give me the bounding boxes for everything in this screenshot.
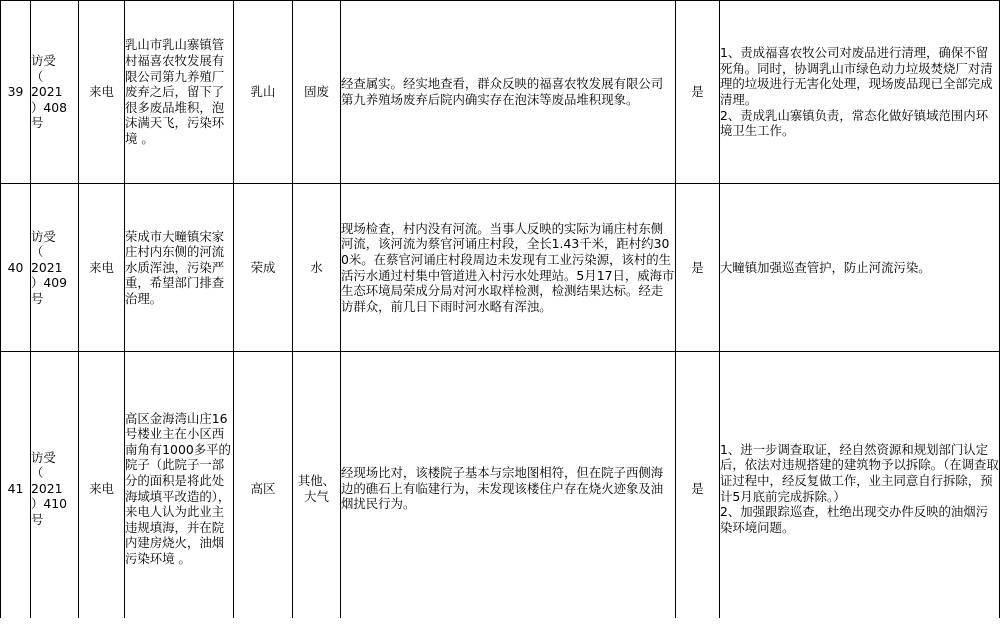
case-id-line: 访受: [31, 53, 56, 69]
case-id: [31, 1, 79, 184]
pollution-type: 其他、大气: [293, 352, 341, 626]
verified-flag: 是: [676, 352, 720, 626]
pollution-type: 固废: [293, 1, 341, 184]
case-id-line: ）408: [31, 99, 68, 115]
remediation-actions: [720, 184, 1000, 352]
investigation-findings: 经查属实。经实地查看，群众反映的福喜农牧发展有限公司第九养殖场废弃后院内确实存在泡沫等废品堆积现象。: [341, 1, 676, 184]
row-number: 41: [1, 352, 31, 626]
case-id-line: 号: [31, 115, 44, 131]
row-number: 39: [1, 1, 31, 184]
pollution-type: 水: [293, 184, 341, 352]
region: 荣成: [234, 184, 293, 352]
action-item: 1、责成福喜农牧公司对废品进行清理，确保不留死角。同时，协调乳山市绿色动力垃圾焚烧厂对清理的垃圾进行无害化处理，现场废品现已全部完成清理。: [720, 45, 993, 107]
case-id-line: 访受: [31, 449, 56, 465]
table-row: [1, 352, 1000, 626]
case-id-line: 2021: [31, 259, 63, 275]
verified-flag: 是: [676, 184, 720, 352]
viewport-edge: [0, 618, 1001, 626]
region: 高区: [234, 352, 293, 626]
remediation-actions: [720, 1, 1000, 184]
complaint-source: 来电: [79, 1, 125, 184]
case-id-line: 2021: [31, 84, 63, 100]
action-item: 大疃镇加强巡查管护，防止河流污染。: [720, 259, 931, 275]
complaint-description: 荣成市大疃镇宋家庄村内东侧的河流水质浑浊，污染严重，希望部门排查治理。: [125, 184, 234, 352]
case-id: [31, 184, 79, 352]
complaint-source: 来电: [79, 352, 125, 626]
case-id-line: 号: [31, 511, 44, 527]
case-id: [31, 352, 79, 626]
table-row: [1, 1, 1000, 184]
complaint-description: 乳山市乳山寨镇管村福喜农牧发展有限公司第九养殖厂废弃之后，留下了很多废品堆积，泡沫满天飞，污染环境 。: [125, 1, 234, 184]
case-id-line: ）409: [31, 275, 68, 291]
case-id-line: （: [31, 465, 44, 481]
verified-flag: 是: [676, 1, 720, 184]
complaint-description: 高区金海湾山庄16号楼业主在小区西南角有1000多平的院子（此院子一部分的面积是将此处海域填平改造的），来电人认为此业主违规填海，并在院内建房烧火，油烟污染环境 。: [125, 352, 234, 626]
case-id-line: ）410: [31, 496, 68, 512]
region: 乳山: [234, 1, 293, 184]
case-id-line: （: [31, 244, 44, 260]
case-id-line: 号: [31, 290, 44, 306]
complaint-source: 来电: [79, 184, 125, 352]
case-id-line: 访受: [31, 228, 56, 244]
case-id-line: 2021: [31, 480, 63, 496]
row-number: 40: [1, 184, 31, 352]
action-item: 2、加强跟踪巡查，杜绝出现交办件反映的油烟污染环境问题。: [720, 504, 989, 535]
case-id-line: （: [31, 68, 44, 84]
table-row: [1, 184, 1000, 352]
investigation-findings: 现场检查，村内没有河流。当事人反映的实际为诵庄村东侧河流，该河流为蔡官河诵庄村段，全长1.43千米，距村约300米。在蔡官河诵庄村段周边未发现有工业污染源，该村的生活污水通过村集中管道进入村污水处理站。5月17日，威海市生态环境局荣成分局对河水取样检测，检测结果达标。经走访群众，前几日下雨时河水略有浑浊。: [341, 184, 676, 352]
action-item: 2、责成乳山寨镇负责，常态化做好镇域范围内环境卫生工作。: [720, 107, 989, 139]
remediation-actions: [720, 352, 1000, 626]
investigation-findings: 经现场比对，该楼院子基本与宗地图相符，但在院子西侧海边的礁石上有临建行为，未发现该楼住户存在烧火迹象及油烟扰民行为。: [341, 352, 676, 626]
action-item: 1、进一步调查取证，经自然资源和规划部门认定后，依法对违规搭建的建筑物予以拆除。（在调查取证过程中，经反复做工作，业主同意自行拆除，预计5月底前完成拆除。）: [720, 441, 999, 504]
